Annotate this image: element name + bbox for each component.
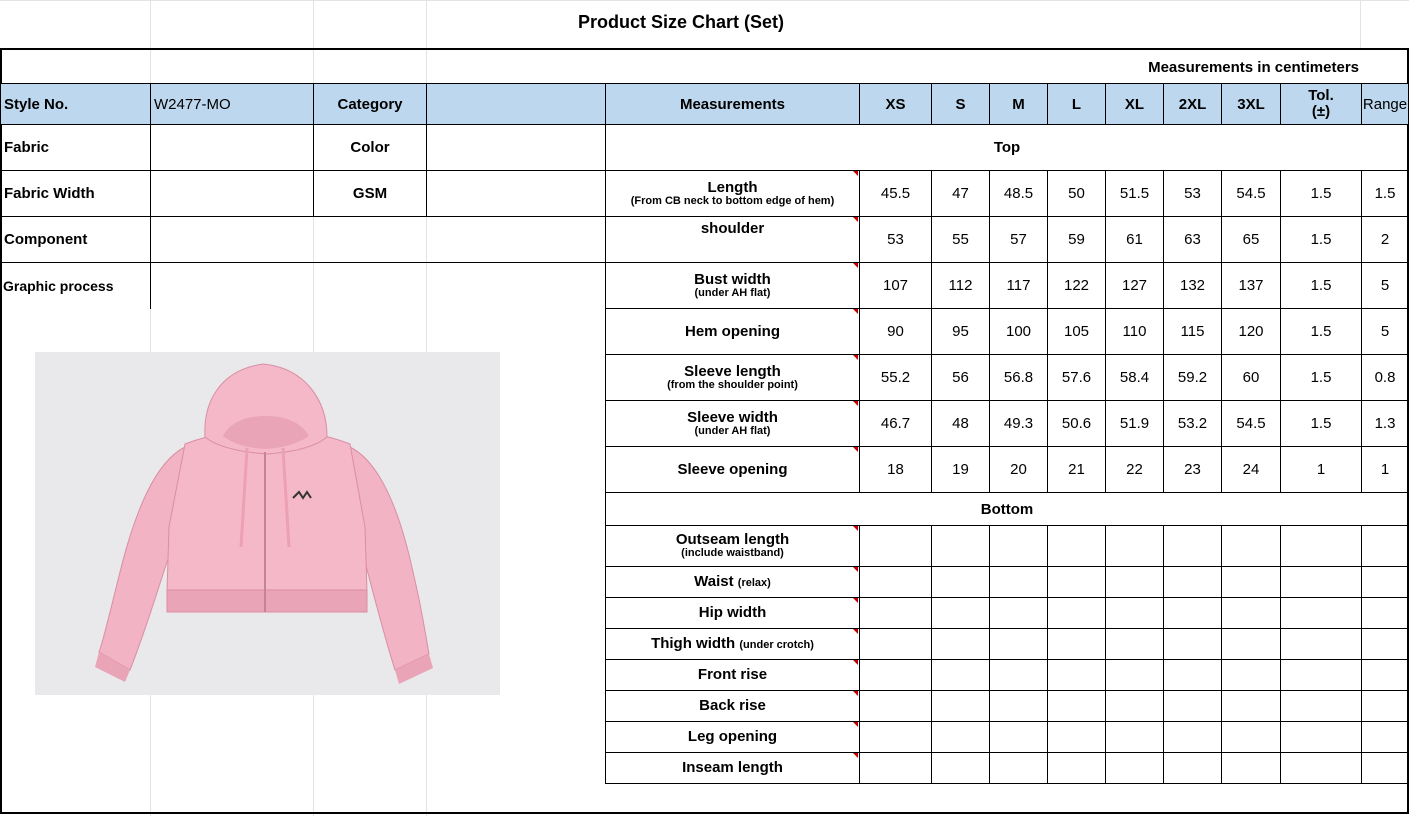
size-value-cell: 107 [859,262,932,309]
size-value-cell: 22 [1105,446,1164,493]
size-value-cell: 137 [1221,262,1281,309]
size-value-cell: 132 [1163,262,1222,309]
comment-marker [853,567,858,572]
style-no-label: Style No. [0,83,151,125]
fabric-label: Fabric [0,124,151,171]
size-value-cell: 120 [1221,308,1281,355]
comment-marker [853,447,858,452]
size-value-cell: 24 [1221,446,1281,493]
size-value-cell: 51.9 [1105,400,1164,447]
comment-marker [853,753,858,758]
fabric-value [150,124,314,171]
tolerance-value: 1.5 [1280,170,1362,217]
size-value-cell: 53.2 [1163,400,1222,447]
size-value-cell: 63 [1163,216,1222,263]
units-note: Measurements in centimeters [1148,59,1359,76]
tolerance-value: 1.5 [1280,216,1362,263]
empty-value-cell [1047,721,1106,753]
empty-value-cell [989,721,1048,753]
graphic-process-label: Graphic process [3,278,114,294]
empty-value-cell [1221,659,1281,691]
size-value-cell: 50 [1047,170,1106,217]
empty-value-cell [931,690,990,722]
empty-value-cell [1280,690,1362,722]
measurement-name: Length [707,178,758,196]
measurement-name: Bust width [694,270,771,288]
section-bottom: Bottom [605,492,1409,526]
measurement-name-cell [605,354,860,401]
size-value-cell: 112 [931,262,990,309]
category-value [426,83,606,125]
measurement-name: Sleeve opening [677,460,788,478]
comment-marker [853,401,858,406]
empty-value-cell [1361,690,1409,722]
empty-value-cell [1221,752,1281,784]
size-value-cell: 54.5 [1221,400,1281,447]
empty-value-cell [1361,597,1409,629]
comment-marker [853,309,858,314]
size-value-cell: 56.8 [989,354,1048,401]
measurement-name: Hem opening [684,322,780,340]
size-value-cell: 18 [859,446,932,493]
empty-value-cell [1361,525,1409,567]
page-title: Product Size Chart (Set) [577,12,785,32]
size-value-cell: 61 [1105,216,1164,263]
measurement-name: Front rise [697,666,768,684]
measurement-name-line [651,636,814,652]
empty-value-cell [1280,597,1362,629]
measurement-name-cell [605,262,860,309]
empty-value-cell [1163,628,1222,660]
empty-value-cell [1105,597,1164,629]
header-tolerance [1280,83,1362,125]
comment-marker [853,263,858,268]
comment-marker [853,691,858,696]
measurement-note: (From CB neck to bottom edge of hem) [630,194,835,207]
measurement-name-line [699,605,767,621]
size-value-cell: 100 [989,308,1048,355]
empty-value-cell [1163,525,1222,567]
measurement-name-cell [605,628,860,660]
style-no-value: W2477-MO [150,83,314,125]
measurement-name: Outseam length [675,531,790,549]
measurement-name-cell [605,216,860,263]
tolerance-sign: (±) [1311,103,1331,120]
empty-value-cell [1163,690,1222,722]
size-value-cell: 110 [1105,308,1164,355]
empty-value-cell [931,659,990,691]
empty-value-cell [1163,752,1222,784]
header-size-2xl: 2XL [1163,83,1222,125]
range-value: 1.3 [1361,400,1409,447]
product-photo [35,352,500,695]
empty-value-cell [1361,721,1409,753]
size-value-cell: 57 [989,216,1048,263]
measurement-name: Sleeve length [684,362,781,380]
range-value: 1.5 [1361,170,1409,217]
empty-value-cell [931,525,990,567]
measurement-name-cell [605,446,860,493]
measurement-name-cell [605,566,860,598]
empty-value-cell [859,525,932,567]
empty-value-cell [1047,752,1106,784]
size-value-cell: 65 [1221,216,1281,263]
range-value: 1 [1361,446,1409,493]
color-value [426,124,606,171]
measurement-name: Hip width [698,604,767,622]
empty-value-cell [931,721,990,753]
size-value-cell: 56 [931,354,990,401]
size-value-cell: 49.3 [989,400,1048,447]
size-value-cell: 54.5 [1221,170,1281,217]
empty-value-cell [1221,721,1281,753]
empty-value-cell [931,752,990,784]
empty-value-cell [859,566,932,598]
size-value-cell: 53 [859,216,932,263]
empty-value-cell [1221,525,1281,567]
size-value-cell: 45.5 [859,170,932,217]
empty-value-cell [1280,566,1362,598]
header-size-l: L [1047,83,1106,125]
comment-marker [853,355,858,360]
tolerance-label: Tol. [1308,87,1334,105]
component-value [150,216,606,263]
measurement-name: Back rise [699,697,766,715]
empty-value-cell [1047,690,1106,722]
range-value: 5 [1361,308,1409,355]
size-value-cell: 60 [1221,354,1281,401]
empty-value-cell [1221,566,1281,598]
empty-value-cell [1047,525,1106,567]
measurement-name-line [682,760,783,776]
header-size-s: S [931,83,990,125]
header-measurements: Measurements [605,83,860,125]
empty-value-cell [1280,659,1362,691]
measurement-name-line [694,574,771,590]
empty-value-cell [1280,628,1362,660]
pink-zip-hoodie-image [35,352,500,695]
empty-value-cell [1361,628,1409,660]
empty-value-cell [859,597,932,629]
empty-value-cell [1047,659,1106,691]
empty-value-cell [859,659,932,691]
header-size-m: M [989,83,1048,125]
size-value-cell: 58.4 [1105,354,1164,401]
graphic-process-divider [150,262,151,309]
empty-value-cell [989,752,1048,784]
hem-band [167,590,367,612]
empty-value-cell [1221,690,1281,722]
size-value-cell: 47 [931,170,990,217]
size-value-cell: 115 [1163,308,1222,355]
category-label: Category [313,83,427,125]
measurement-note: (from the shoulder point) [667,378,798,391]
empty-value-cell [859,752,932,784]
size-value-cell: 127 [1105,262,1164,309]
size-value-cell: 122 [1047,262,1106,309]
size-value-cell: 46.7 [859,400,932,447]
sheet-bottom-border [0,812,1409,814]
tolerance-value: 1.5 [1280,400,1362,447]
measurement-name: Thigh width [651,635,736,653]
empty-value-cell [1105,566,1164,598]
size-value-cell: 90 [859,308,932,355]
comment-marker [853,598,858,603]
measurement-name: Leg opening [687,728,778,746]
empty-value-cell [1163,597,1222,629]
header-range: Range [1361,83,1409,125]
empty-value-cell [989,690,1048,722]
comment-marker [853,171,858,176]
size-value-cell: 50.6 [1047,400,1106,447]
empty-value-cell [1361,659,1409,691]
tolerance-value: 1 [1280,446,1362,493]
empty-value-cell [1163,566,1222,598]
comment-marker [853,722,858,727]
size-value-cell: 20 [989,446,1048,493]
measurement-note: (include waistband) [681,547,784,560]
measurement-note: (under AH flat) [694,424,771,437]
comment-marker [853,660,858,665]
measurement-name-cell [605,597,860,629]
measurement-name-line [698,667,767,683]
empty-value-cell [931,597,990,629]
size-value-cell: 19 [931,446,990,493]
empty-value-cell [989,628,1048,660]
measurement-note: (under crotch) [739,639,814,652]
empty-value-cell [989,597,1048,629]
empty-value-cell [1105,659,1164,691]
comment-marker [853,629,858,634]
empty-value-cell [989,525,1048,567]
empty-value-cell [1105,752,1164,784]
empty-value-cell [1163,721,1222,753]
measurement-name-cell [605,400,860,447]
empty-value-cell [1280,752,1362,784]
empty-value-cell [1047,597,1106,629]
empty-value-cell [859,690,932,722]
empty-value-cell [1163,659,1222,691]
measurement-name: shoulder [700,220,765,237]
size-value-cell: 105 [1047,308,1106,355]
measurement-name-line [676,532,789,548]
empty-value-cell [1221,597,1281,629]
measurement-note: (relax) [737,577,771,590]
empty-value-cell [1105,525,1164,567]
empty-value-cell [931,566,990,598]
empty-value-cell [989,659,1048,691]
size-value-cell: 59.2 [1163,354,1222,401]
size-value-cell: 21 [1047,446,1106,493]
header-size-xs: XS [859,83,932,125]
empty-value-cell [1105,721,1164,753]
empty-value-cell [1280,525,1362,567]
empty-value-cell [1361,752,1409,784]
fabric-width-value [150,170,314,217]
size-value-cell: 51.5 [1105,170,1164,217]
measurement-note: (under AH flat) [694,286,771,299]
measurement-name: Waist [694,573,734,591]
empty-value-cell [1361,566,1409,598]
gsm-label: GSM [313,170,427,217]
measurement-name-cell [605,170,860,217]
fabric-width-label: Fabric Width [0,170,151,217]
range-value: 0.8 [1361,354,1409,401]
empty-value-cell [859,721,932,753]
empty-value-cell [989,566,1048,598]
measurement-name-cell [605,525,860,567]
size-value-cell: 59 [1047,216,1106,263]
range-value: 2 [1361,216,1409,263]
size-value-cell: 117 [989,262,1048,309]
measurement-name: Inseam length [682,759,783,777]
measurement-name-cell [605,659,860,691]
range-value: 5 [1361,262,1409,309]
size-value-cell: 53 [1163,170,1222,217]
measurement-name-line [688,729,777,745]
measurement-name-cell [605,690,860,722]
section-top: Top [605,124,1409,171]
measurement-name-cell [605,308,860,355]
header-size-3xl: 3XL [1221,83,1281,125]
tolerance-value: 1.5 [1280,262,1362,309]
comment-marker [853,526,858,531]
empty-value-cell [859,628,932,660]
gsm-value [426,170,606,217]
empty-value-cell [1047,566,1106,598]
tolerance-value: 1.5 [1280,354,1362,401]
size-value-cell: 55.2 [859,354,932,401]
size-value-cell: 48 [931,400,990,447]
measurement-name: Sleeve width [687,408,778,426]
measurement-name-cell [605,752,860,784]
measurement-name-cell [605,721,860,753]
empty-value-cell [1105,628,1164,660]
comment-marker [853,217,858,222]
empty-value-cell [1280,721,1362,753]
component-label: Component [0,216,151,263]
size-value-cell: 55 [931,216,990,263]
empty-value-cell [1221,628,1281,660]
title-divider [0,48,1409,50]
tolerance-value: 1.5 [1280,308,1362,355]
empty-value-cell [1047,628,1106,660]
size-value-cell: 23 [1163,446,1222,493]
color-label: Color [313,124,427,171]
header-size-xl: XL [1105,83,1164,125]
size-value-cell: 57.6 [1047,354,1106,401]
empty-value-cell [1105,690,1164,722]
size-value-cell: 48.5 [989,170,1048,217]
measurement-name-line [699,698,766,714]
size-value-cell: 95 [931,308,990,355]
empty-value-cell [931,628,990,660]
